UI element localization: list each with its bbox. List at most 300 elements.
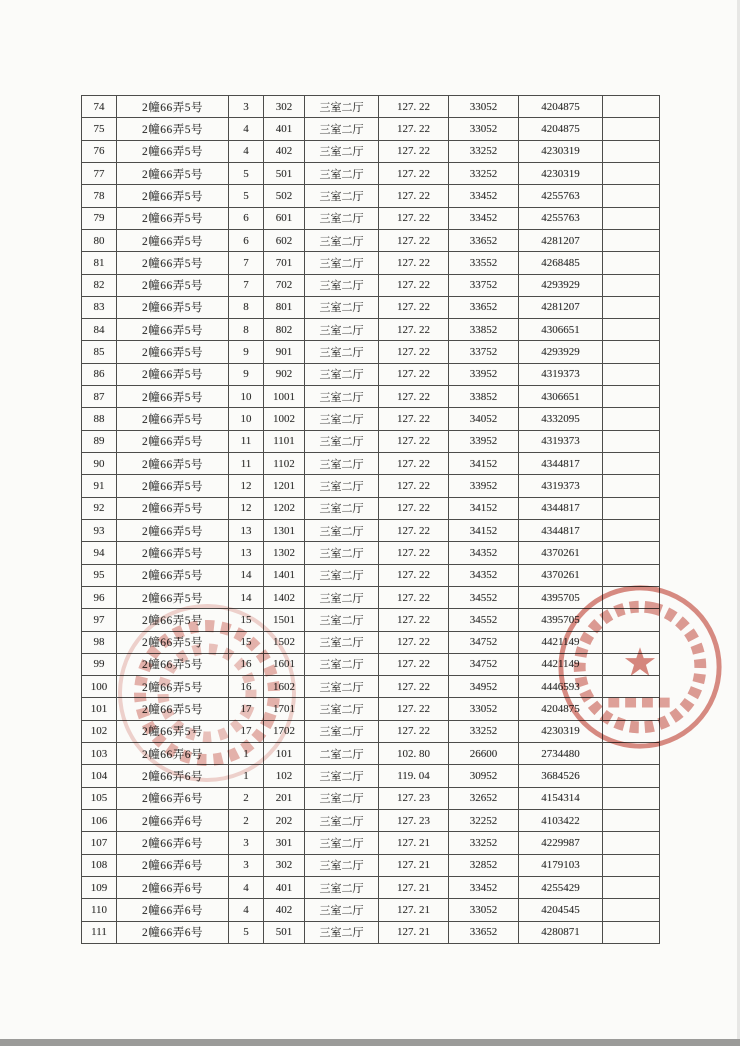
cell-total-price: 4204875 — [519, 698, 603, 720]
cell-layout: 三室二厅 — [305, 252, 379, 274]
table-row — [82, 698, 660, 720]
cell-layout: 三室二厅 — [305, 519, 379, 541]
cell-unit-price: 34552 — [449, 586, 519, 608]
cell-floor: 3 — [229, 96, 264, 118]
cell-floor: 14 — [229, 586, 264, 608]
table-row — [82, 542, 660, 564]
cell-serial: 96 — [82, 586, 117, 608]
cell-floor: 1 — [229, 743, 264, 765]
cell-floor: 10 — [229, 408, 264, 430]
cell-floor: 14 — [229, 564, 264, 586]
cell-address: 2幢66弄5号 — [117, 118, 229, 140]
cell-room-no: 402 — [264, 140, 305, 162]
cell-room-no: 302 — [264, 854, 305, 876]
cell-serial: 97 — [82, 609, 117, 631]
cell-total-price: 4293929 — [519, 341, 603, 363]
cell-room-no: 801 — [264, 296, 305, 318]
cell-floor: 9 — [229, 363, 264, 385]
cell-layout: 三室二厅 — [305, 653, 379, 675]
cell-floor: 10 — [229, 386, 264, 408]
table-row — [82, 720, 660, 742]
table-row — [82, 899, 660, 921]
cell-floor: 13 — [229, 542, 264, 564]
cell-total-price: 4332095 — [519, 408, 603, 430]
cell-unit-price: 34052 — [449, 408, 519, 430]
cell-serial: 91 — [82, 475, 117, 497]
cell-remark — [603, 810, 660, 832]
cell-unit-price: 30952 — [449, 765, 519, 787]
cell-remark — [603, 564, 660, 586]
cell-remark — [603, 252, 660, 274]
cell-serial: 99 — [82, 653, 117, 675]
cell-layout: 三室二厅 — [305, 609, 379, 631]
cell-area: 127. 21 — [379, 921, 449, 943]
cell-total-price: 4421149 — [519, 653, 603, 675]
cell-layout: 三室二厅 — [305, 319, 379, 341]
cell-remark — [603, 609, 660, 631]
cell-layout: 三室二厅 — [305, 542, 379, 564]
cell-unit-price: 33952 — [449, 363, 519, 385]
price-table-body — [82, 96, 660, 944]
cell-area: 127. 21 — [379, 899, 449, 921]
cell-address: 2幢66弄5号 — [117, 475, 229, 497]
cell-address: 2幢66弄5号 — [117, 274, 229, 296]
cell-address: 2幢66弄5号 — [117, 363, 229, 385]
cell-floor: 2 — [229, 787, 264, 809]
cell-total-price: 4344817 — [519, 497, 603, 519]
table-row — [82, 832, 660, 854]
cell-total-price: 4395705 — [519, 609, 603, 631]
cell-area: 127. 22 — [379, 676, 449, 698]
cell-serial: 103 — [82, 743, 117, 765]
cell-address: 2幢66弄6号 — [117, 743, 229, 765]
cell-room-no: 1401 — [264, 564, 305, 586]
cell-address: 2幢66弄6号 — [117, 876, 229, 898]
cell-total-price: 4255763 — [519, 185, 603, 207]
table-row — [82, 296, 660, 318]
cell-serial: 80 — [82, 229, 117, 251]
cell-layout: 三室二厅 — [305, 832, 379, 854]
table-row — [82, 609, 660, 631]
cell-remark — [603, 453, 660, 475]
cell-floor: 3 — [229, 854, 264, 876]
cell-serial: 92 — [82, 497, 117, 519]
table-row — [82, 408, 660, 430]
cell-floor: 15 — [229, 631, 264, 653]
cell-room-no: 902 — [264, 363, 305, 385]
cell-room-no: 102 — [264, 765, 305, 787]
cell-floor: 17 — [229, 720, 264, 742]
cell-floor: 4 — [229, 118, 264, 140]
cell-unit-price: 34752 — [449, 653, 519, 675]
cell-address: 2幢66弄5号 — [117, 676, 229, 698]
cell-remark — [603, 475, 660, 497]
cell-room-no: 401 — [264, 118, 305, 140]
cell-unit-price: 33452 — [449, 207, 519, 229]
table-row — [82, 876, 660, 898]
cell-remark — [603, 653, 660, 675]
cell-remark — [603, 542, 660, 564]
cell-total-price: 4268485 — [519, 252, 603, 274]
table-row — [82, 564, 660, 586]
table-row — [82, 787, 660, 809]
cell-serial: 87 — [82, 386, 117, 408]
cell-room-no: 1201 — [264, 475, 305, 497]
cell-unit-price: 33452 — [449, 876, 519, 898]
cell-floor: 13 — [229, 519, 264, 541]
table-row — [82, 743, 660, 765]
cell-remark — [603, 832, 660, 854]
table-row — [82, 140, 660, 162]
cell-layout: 三室二厅 — [305, 229, 379, 251]
cell-unit-price: 33052 — [449, 698, 519, 720]
cell-floor: 5 — [229, 921, 264, 943]
cell-serial: 88 — [82, 408, 117, 430]
cell-floor: 4 — [229, 899, 264, 921]
cell-area: 127. 21 — [379, 876, 449, 898]
table-row — [82, 653, 660, 675]
cell-serial: 84 — [82, 319, 117, 341]
cell-remark — [603, 631, 660, 653]
cell-unit-price: 33652 — [449, 296, 519, 318]
cell-address: 2幢66弄5号 — [117, 653, 229, 675]
cell-total-price: 4229987 — [519, 832, 603, 854]
cell-unit-price: 33052 — [449, 96, 519, 118]
cell-total-price: 4281207 — [519, 229, 603, 251]
cell-unit-price: 34552 — [449, 609, 519, 631]
cell-total-price: 4103422 — [519, 810, 603, 832]
cell-address: 2幢66弄5号 — [117, 453, 229, 475]
table-row — [82, 475, 660, 497]
cell-layout: 三室二厅 — [305, 475, 379, 497]
cell-unit-price: 33252 — [449, 140, 519, 162]
cell-floor: 9 — [229, 341, 264, 363]
cell-room-no: 802 — [264, 319, 305, 341]
cell-room-no: 502 — [264, 185, 305, 207]
cell-layout: 三室二厅 — [305, 586, 379, 608]
table-row — [82, 363, 660, 385]
cell-layout: 三室二厅 — [305, 185, 379, 207]
cell-serial: 101 — [82, 698, 117, 720]
cell-total-price: 4204875 — [519, 118, 603, 140]
cell-total-price: 4230319 — [519, 162, 603, 184]
cell-serial: 76 — [82, 140, 117, 162]
cell-floor: 15 — [229, 609, 264, 631]
cell-serial: 86 — [82, 363, 117, 385]
cell-room-no: 1301 — [264, 519, 305, 541]
cell-area: 127. 22 — [379, 631, 449, 653]
cell-total-price: 4370261 — [519, 542, 603, 564]
cell-area: 127. 22 — [379, 319, 449, 341]
cell-area: 127. 22 — [379, 252, 449, 274]
cell-floor: 1 — [229, 765, 264, 787]
table-row — [82, 185, 660, 207]
cell-remark — [603, 698, 660, 720]
cell-serial: 77 — [82, 162, 117, 184]
cell-floor: 4 — [229, 140, 264, 162]
cell-area: 127. 21 — [379, 832, 449, 854]
cell-room-no: 301 — [264, 832, 305, 854]
cell-layout: 三室二厅 — [305, 162, 379, 184]
cell-total-price: 4421149 — [519, 631, 603, 653]
cell-area: 127. 23 — [379, 810, 449, 832]
cell-room-no: 702 — [264, 274, 305, 296]
cell-room-no: 1102 — [264, 453, 305, 475]
cell-total-price: 4293929 — [519, 274, 603, 296]
table-row — [82, 854, 660, 876]
cell-remark — [603, 430, 660, 452]
cell-total-price: 4204875 — [519, 96, 603, 118]
cell-remark — [603, 408, 660, 430]
cell-area: 127. 22 — [379, 408, 449, 430]
cell-room-no: 201 — [264, 787, 305, 809]
cell-total-price: 4344817 — [519, 453, 603, 475]
cell-serial: 89 — [82, 430, 117, 452]
cell-floor: 17 — [229, 698, 264, 720]
cell-floor: 8 — [229, 296, 264, 318]
cell-address: 2幢66弄5号 — [117, 564, 229, 586]
cell-total-price: 4370261 — [519, 564, 603, 586]
cell-total-price: 4204545 — [519, 899, 603, 921]
cell-layout: 三室二厅 — [305, 854, 379, 876]
cell-unit-price: 33052 — [449, 118, 519, 140]
cell-room-no: 1602 — [264, 676, 305, 698]
cell-unit-price: 26600 — [449, 743, 519, 765]
table-row — [82, 676, 660, 698]
cell-address: 2幢66弄6号 — [117, 787, 229, 809]
cell-area: 127. 22 — [379, 140, 449, 162]
cell-area: 127. 22 — [379, 453, 449, 475]
cell-address: 2幢66弄6号 — [117, 832, 229, 854]
cell-room-no: 901 — [264, 341, 305, 363]
cell-layout: 三室二厅 — [305, 899, 379, 921]
cell-layout: 三室二厅 — [305, 564, 379, 586]
cell-area: 127. 22 — [379, 497, 449, 519]
cell-total-price: 4344817 — [519, 519, 603, 541]
cell-layout: 三室二厅 — [305, 676, 379, 698]
cell-unit-price: 33752 — [449, 341, 519, 363]
cell-area: 127. 22 — [379, 274, 449, 296]
cell-room-no: 1302 — [264, 542, 305, 564]
cell-total-price: 4255763 — [519, 207, 603, 229]
cell-room-no: 1101 — [264, 430, 305, 452]
cell-room-no: 1502 — [264, 631, 305, 653]
cell-room-no: 1002 — [264, 408, 305, 430]
cell-address: 2幢66弄5号 — [117, 229, 229, 251]
table-row — [82, 319, 660, 341]
cell-total-price: 4446593 — [519, 676, 603, 698]
cell-room-no: 1702 — [264, 720, 305, 742]
cell-area: 127. 22 — [379, 542, 449, 564]
table-row — [82, 631, 660, 653]
cell-address: 2幢66弄5号 — [117, 185, 229, 207]
cell-room-no: 602 — [264, 229, 305, 251]
cell-layout: 三室二厅 — [305, 296, 379, 318]
cell-unit-price: 33852 — [449, 386, 519, 408]
cell-layout: 三室二厅 — [305, 810, 379, 832]
cell-address: 2幢66弄6号 — [117, 810, 229, 832]
table-row — [82, 810, 660, 832]
cell-room-no: 501 — [264, 921, 305, 943]
cell-layout: 三室二厅 — [305, 341, 379, 363]
cell-remark — [603, 185, 660, 207]
cell-serial: 102 — [82, 720, 117, 742]
cell-unit-price: 33952 — [449, 475, 519, 497]
cell-unit-price: 32652 — [449, 787, 519, 809]
table-row — [82, 519, 660, 541]
cell-unit-price: 33652 — [449, 921, 519, 943]
cell-remark — [603, 96, 660, 118]
cell-floor: 11 — [229, 453, 264, 475]
cell-unit-price: 33652 — [449, 229, 519, 251]
cell-address: 2幢66弄5号 — [117, 408, 229, 430]
cell-remark — [603, 118, 660, 140]
table-row — [82, 386, 660, 408]
cell-area: 127. 22 — [379, 430, 449, 452]
cell-area: 127. 22 — [379, 720, 449, 742]
cell-floor: 16 — [229, 676, 264, 698]
cell-address: 2幢66弄5号 — [117, 542, 229, 564]
table-row — [82, 430, 660, 452]
cell-remark — [603, 363, 660, 385]
cell-remark — [603, 743, 660, 765]
cell-serial: 104 — [82, 765, 117, 787]
cell-floor: 6 — [229, 207, 264, 229]
cell-serial: 81 — [82, 252, 117, 274]
cell-serial: 82 — [82, 274, 117, 296]
cell-address: 2幢66弄5号 — [117, 631, 229, 653]
cell-remark — [603, 787, 660, 809]
cell-layout: 三室二厅 — [305, 631, 379, 653]
cell-unit-price: 34952 — [449, 676, 519, 698]
cell-address: 2幢66弄5号 — [117, 207, 229, 229]
cell-remark — [603, 720, 660, 742]
price-table — [81, 95, 660, 944]
cell-layout: 三室二厅 — [305, 497, 379, 519]
cell-remark — [603, 854, 660, 876]
cell-address: 2幢66弄5号 — [117, 341, 229, 363]
cell-total-price: 4154314 — [519, 787, 603, 809]
cell-layout: 三室二厅 — [305, 408, 379, 430]
cell-remark — [603, 497, 660, 519]
cell-unit-price: 33552 — [449, 252, 519, 274]
cell-room-no: 601 — [264, 207, 305, 229]
cell-floor: 12 — [229, 497, 264, 519]
cell-serial: 83 — [82, 296, 117, 318]
cell-area: 127. 22 — [379, 564, 449, 586]
cell-serial: 95 — [82, 564, 117, 586]
table-row — [82, 118, 660, 140]
cell-serial: 109 — [82, 876, 117, 898]
cell-area: 127. 22 — [379, 229, 449, 251]
cell-room-no: 1501 — [264, 609, 305, 631]
cell-unit-price: 33852 — [449, 319, 519, 341]
cell-remark — [603, 386, 660, 408]
cell-area: 127. 22 — [379, 162, 449, 184]
cell-layout: 三室二厅 — [305, 140, 379, 162]
cell-area: 127. 22 — [379, 185, 449, 207]
cell-remark — [603, 876, 660, 898]
cell-layout: 三室二厅 — [305, 698, 379, 720]
cell-floor: 2 — [229, 810, 264, 832]
cell-serial: 100 — [82, 676, 117, 698]
cell-area: 127. 22 — [379, 386, 449, 408]
cell-layout: 三室二厅 — [305, 921, 379, 943]
cell-address: 2幢66弄5号 — [117, 319, 229, 341]
cell-serial: 79 — [82, 207, 117, 229]
table-row — [82, 765, 660, 787]
table-row — [82, 207, 660, 229]
cell-area: 127. 22 — [379, 653, 449, 675]
cell-serial: 105 — [82, 787, 117, 809]
cell-area: 127. 22 — [379, 609, 449, 631]
table-row — [82, 274, 660, 296]
cell-unit-price: 32852 — [449, 854, 519, 876]
cell-address: 2幢66弄5号 — [117, 430, 229, 452]
cell-room-no: 401 — [264, 876, 305, 898]
cell-area: 127. 22 — [379, 698, 449, 720]
cell-layout: 三室二厅 — [305, 118, 379, 140]
cell-serial: 98 — [82, 631, 117, 653]
cell-layout: 二室二厅 — [305, 743, 379, 765]
cell-total-price: 4280871 — [519, 921, 603, 943]
cell-floor: 6 — [229, 229, 264, 251]
cell-unit-price: 34152 — [449, 453, 519, 475]
cell-remark — [603, 207, 660, 229]
cell-serial: 78 — [82, 185, 117, 207]
cell-address: 2幢66弄5号 — [117, 519, 229, 541]
cell-unit-price: 33252 — [449, 832, 519, 854]
cell-area: 127. 22 — [379, 341, 449, 363]
cell-room-no: 1601 — [264, 653, 305, 675]
cell-floor: 7 — [229, 252, 264, 274]
cell-total-price: 4255429 — [519, 876, 603, 898]
cell-floor: 8 — [229, 319, 264, 341]
table-row — [82, 586, 660, 608]
cell-floor: 7 — [229, 274, 264, 296]
cell-unit-price: 33752 — [449, 274, 519, 296]
cell-remark — [603, 341, 660, 363]
cell-area: 127. 22 — [379, 96, 449, 118]
table-row — [82, 252, 660, 274]
cell-serial: 107 — [82, 832, 117, 854]
cell-floor: 5 — [229, 185, 264, 207]
cell-serial: 75 — [82, 118, 117, 140]
cell-address: 2幢66弄6号 — [117, 899, 229, 921]
cell-floor: 5 — [229, 162, 264, 184]
cell-total-price: 4319373 — [519, 363, 603, 385]
cell-unit-price: 34352 — [449, 564, 519, 586]
cell-layout: 三室二厅 — [305, 430, 379, 452]
cell-total-price: 4395705 — [519, 586, 603, 608]
cell-room-no: 402 — [264, 899, 305, 921]
cell-total-price: 4281207 — [519, 296, 603, 318]
cell-layout: 三室二厅 — [305, 720, 379, 742]
cell-room-no: 101 — [264, 743, 305, 765]
table-row — [82, 96, 660, 118]
cell-layout: 三室二厅 — [305, 765, 379, 787]
cell-unit-price: 32252 — [449, 810, 519, 832]
cell-floor: 3 — [229, 832, 264, 854]
cell-address: 2幢66弄5号 — [117, 296, 229, 318]
scan-edge-bottom — [0, 1039, 740, 1046]
table-row — [82, 453, 660, 475]
cell-layout: 三室二厅 — [305, 876, 379, 898]
cell-remark — [603, 519, 660, 541]
cell-unit-price: 34352 — [449, 542, 519, 564]
cell-room-no: 1701 — [264, 698, 305, 720]
cell-unit-price: 33252 — [449, 162, 519, 184]
